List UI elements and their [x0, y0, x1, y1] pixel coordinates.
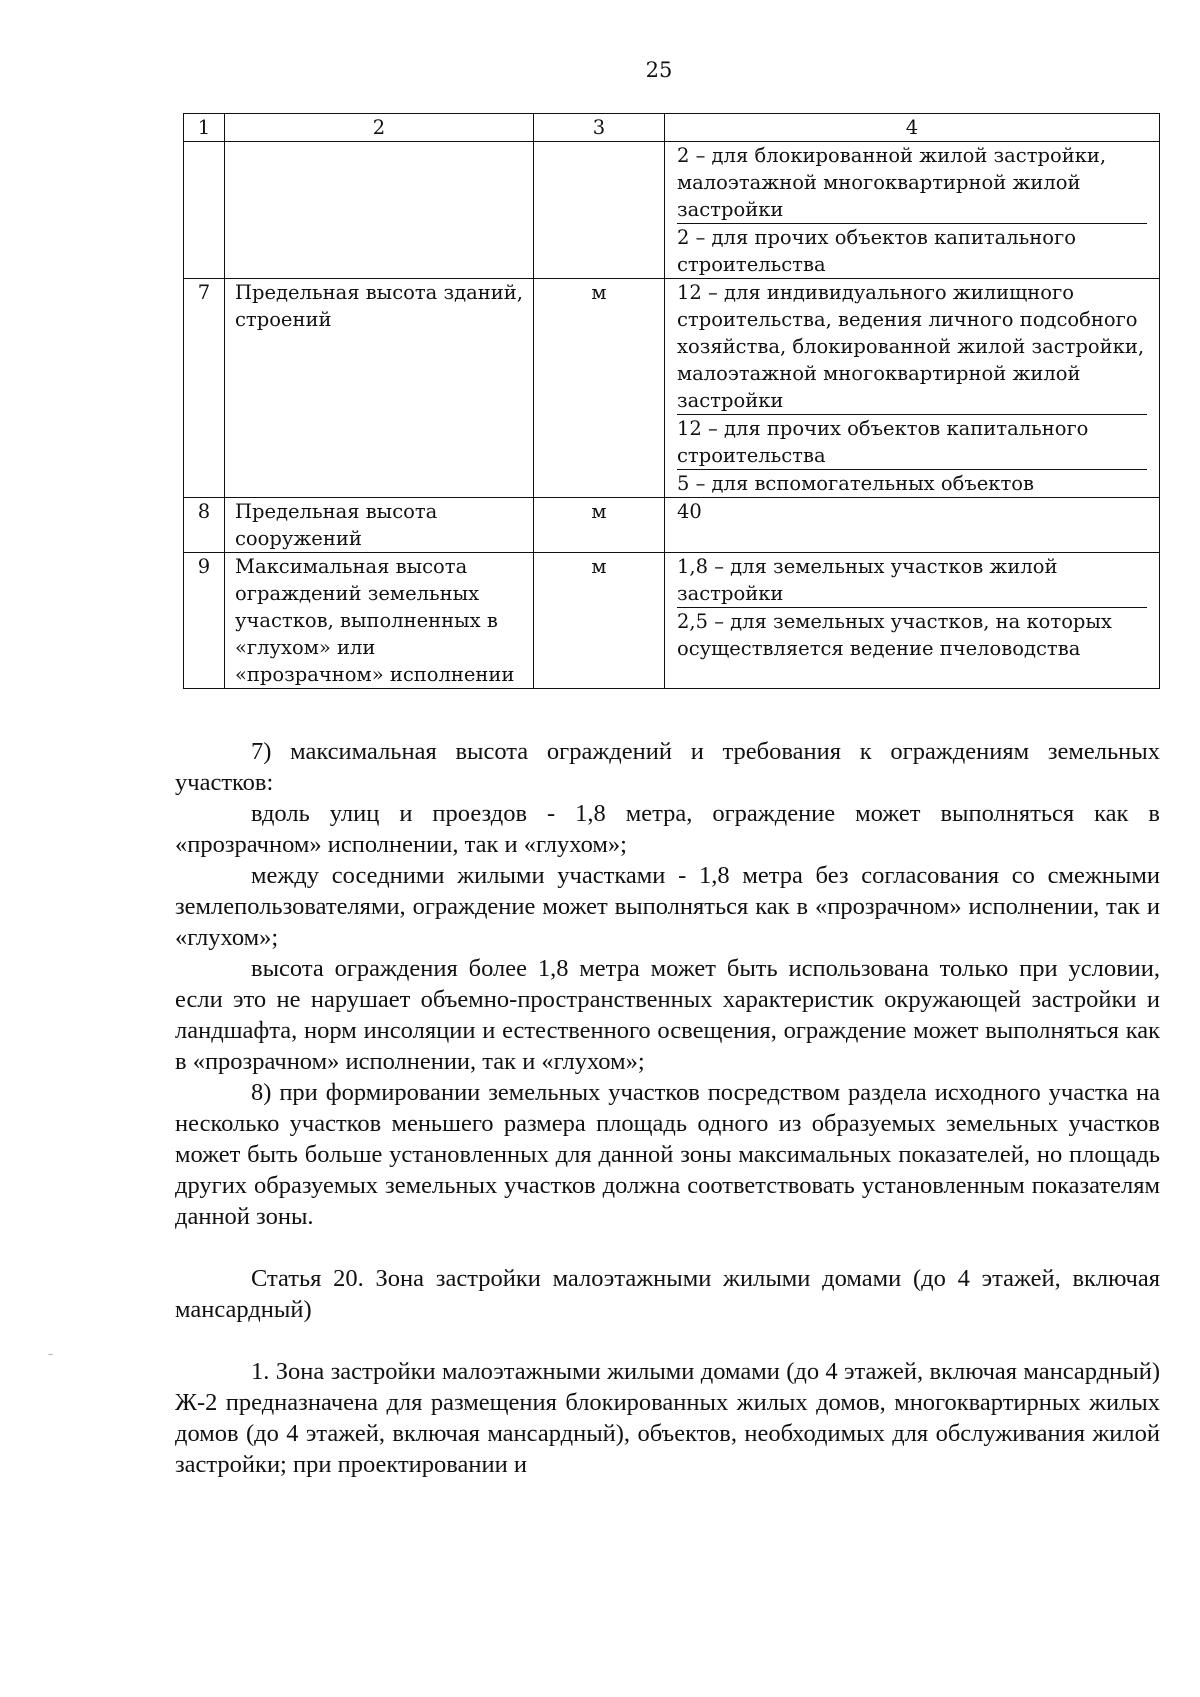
row-unit-cell: м — [534, 279, 665, 498]
article-heading: Статья 20. Зона застройки малоэтажными жилыми домами (до 4 этажей, включая мансардный) — [175, 1265, 1160, 1323]
row-number-cell: 8 — [184, 498, 225, 553]
value-item: 1,8 – для земельных участков жилой застройки — [677, 553, 1147, 608]
row-values-cell — [665, 279, 1160, 498]
row-name-cell: Максимальная высота ограждений земельных участков, выполненных в «глухом» или «прозрачном» исполнении — [225, 553, 534, 689]
paragraph: 8) при формировании земельных участков посредством раздела исходного участка на несколько участков меньшего размера площадь одного из образуемых земельных участков может быть больше установленных для данной зоны максимальных показателей, но площадь других образуемых земельных участков должна соответствовать установленным показателям данной зоны. — [175, 1079, 1160, 1230]
table-row — [184, 498, 1160, 553]
page-number: 25 — [645, 58, 673, 82]
paragraph: вдоль улиц и проездов - 1,8 метра, ограждение может выполняться как в «прозрачном» исполнении, так и «глухом»; — [175, 800, 1160, 858]
table-row — [184, 553, 1160, 689]
table-row — [184, 142, 1160, 279]
paragraph: 1. Зона застройки малоэтажными жилыми домами (до 4 этажей, включая мансардный) Ж-2 предназначена для размещения блокированных жилых домов, многоквартирных жилых домов (до 4 этажей, включая мансардный), объектов, необходимых для обслуживания жилой застройки; при проектировании и — [175, 1358, 1160, 1478]
table-header-row — [184, 114, 1160, 142]
value-item: 12 – для прочих объектов капитального строительства — [677, 415, 1147, 470]
row-number-cell — [184, 142, 225, 279]
paragraph: 7) максимальная высота ограждений и требования к ограждениям земельных участков: — [175, 738, 1160, 796]
paragraph: высота ограждения более 1,8 метра может быть использована только при условии, если это не нарушает объемно-пространственных характеристик окружающей застройки и ландшафта, норм инсоляции и естественного освещения, ограждение может выполняться как в «прозрачном» исполнении, так и «глухом»; — [175, 955, 1160, 1075]
margin-mark: – — [48, 1349, 53, 1360]
parameters-table — [183, 113, 1160, 689]
value-item: 12 – для индивидуального жилищного строительства, ведения личного подсобного хозяйства, блокированной жилой застройки, малоэтажной многоквартирной жилой застройки — [677, 279, 1147, 415]
header-cell-4: 4 — [665, 114, 1160, 142]
paragraph: между соседними жилыми участками - 1,8 метра без согласования со смежными землепользователями, ограждение может выполняться как в «прозрачном» исполнении, так и «глухом»; — [175, 862, 1160, 951]
header-cell-3: 3 — [534, 114, 665, 142]
header-cell-1: 1 — [184, 114, 225, 142]
value-item: 40 — [677, 500, 702, 523]
row-values-cell — [665, 498, 1160, 553]
row-values-cell — [665, 553, 1160, 689]
body-text — [175, 736, 1160, 1480]
row-name-cell: Предельная высота зданий, строений — [225, 279, 534, 498]
header-cell-2: 2 — [225, 114, 534, 142]
value-item: 2 – для блокированной жилой застройки, малоэтажной многоквартирной жилой застройки — [677, 142, 1147, 224]
value-item: 2,5 – для земельных участков, на которых осуществляется ведение пчеловодства — [677, 610, 1112, 660]
table-row — [184, 279, 1160, 498]
row-values-cell — [665, 142, 1160, 279]
row-name-cell — [225, 142, 534, 279]
value-item: 5 – для вспомогательных объектов — [677, 472, 1034, 495]
value-item: 2 – для прочих объектов капитального строительства — [677, 226, 1076, 276]
row-unit-cell: м — [534, 553, 665, 689]
row-name-cell: Предельная высота сооружений — [225, 498, 534, 553]
row-number-cell: 7 — [184, 279, 225, 498]
row-unit-cell: м — [534, 498, 665, 553]
row-unit-cell — [534, 142, 665, 279]
row-number-cell: 9 — [184, 553, 225, 689]
